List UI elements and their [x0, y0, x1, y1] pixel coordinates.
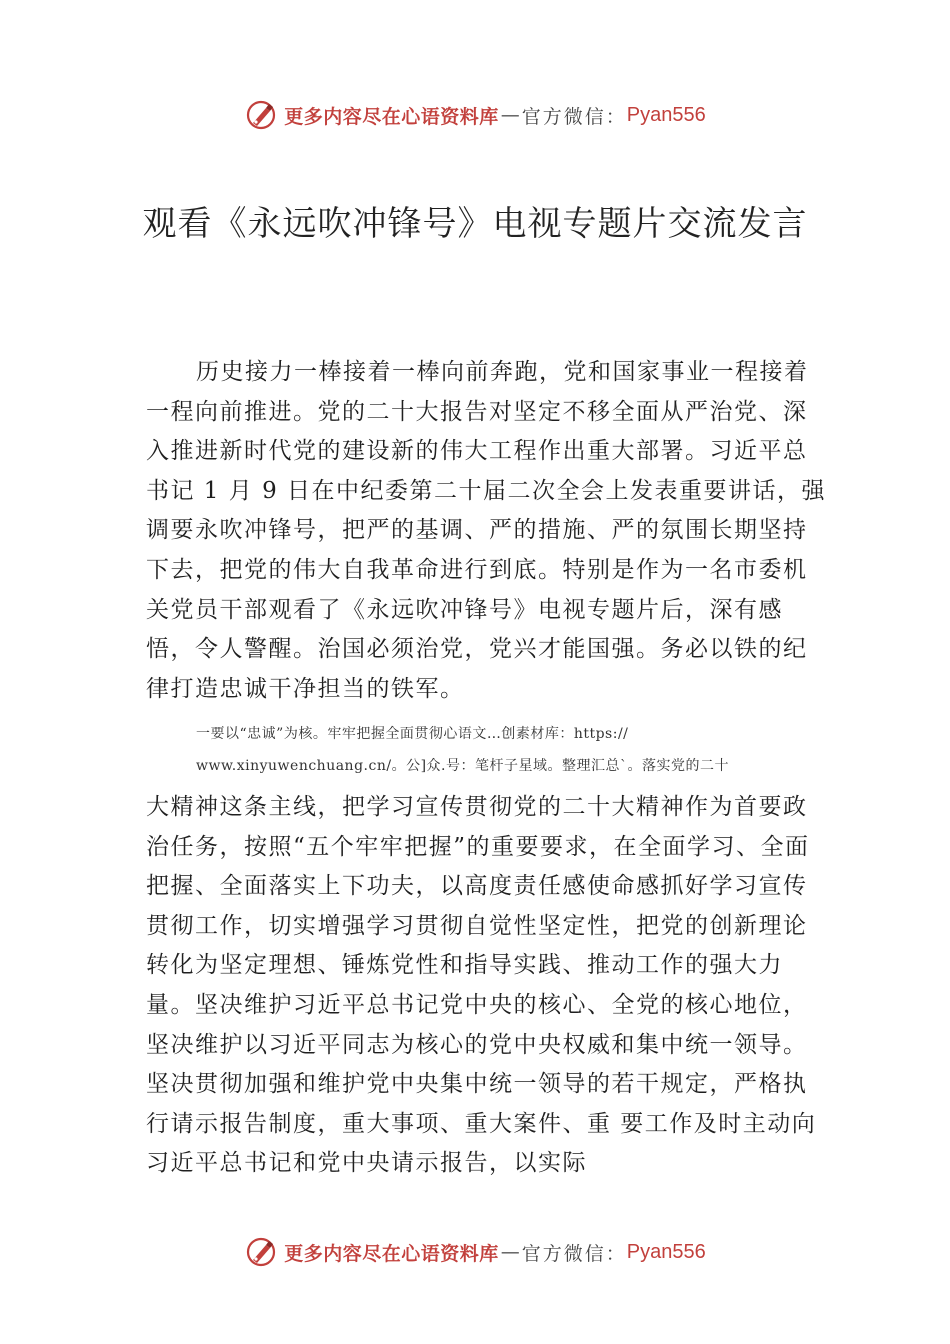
- watermark-wechat-label: 官方微信：: [521, 1242, 627, 1265]
- watermark-dash: —: [500, 104, 520, 126]
- watermark-wechat-label: 官方微信：: [521, 105, 627, 128]
- source-note-line-1: 一要以“忠诚”为核。牢牢把握全面贯彻心语文…创素材库：https://: [196, 726, 629, 742]
- pen-nib-logo-icon: [244, 98, 278, 132]
- body-paragraph-1: 历史接力一棒接着一棒向前奔跑，党和国家事业一程接着一程向前推进。党的二十大报告对坚定不移全面从严治党、深入推进新时代党的建设新的伟大工程作出重大部署。习近平总书记 1 月 9 日在中纪委第二十届二次全会上发表重要讲话，强调要永吹冲锋号，把严的基调、严的措施、严的氛围长期坚持下去，把党的伟大自我革命进行到底。特别是作为一名市委机关党员干部观看了《永远吹冲锋号》电视专题片后，深有感悟，令人警醒。治国必须治党，党兴才能国强。务必以铁的纪律打造忠诚干净担当的铁军。: [146, 359, 827, 702]
- watermark-dash: —: [500, 1241, 520, 1263]
- watermark-wechat-id: Pyan556: [626, 103, 706, 126]
- source-note-line-2: www.xinyuwenchuang.cn/。公]众.号：笔杆子星域。整理汇总`。落实党的二十: [196, 758, 729, 774]
- document-title: 观看《永远吹冲锋号》电视专题片交流发言: [142, 204, 808, 244]
- body-paragraph-2: 大精神这条主线，把学习宣传贯彻党的二十大精神作为首要政治任务，按照“五个牢牢把握”的重要要求，在全面学习、全面把握、全面落实上下功夫，以高度责任感使命感抓好学习宣传贯彻工作，切实增强学习贯彻自觉性坚定性，把党的创新理论转化为坚定理想、锤炼党性和指导实践、推动工作的强大力量。坚决维护习近平总书记党中央的核心、全党的核心地位，坚决维护以习近平同志为核心的党中央权威和集中统一领导。坚决贯彻加强和维护党中央集中统一领导的若干规定，严格执行请示报告制度，重大事项、重大案件、重 要工作及时主动向习近平总书记和党中央请示报告，以实际: [146, 794, 817, 1177]
- watermark-banner-bottom: [0, 1232, 950, 1272]
- watermark-wechat-id: Pyan556: [626, 1240, 706, 1263]
- watermark-banner-top: [0, 95, 950, 135]
- pen-nib-logo-icon: [244, 1235, 278, 1269]
- watermark-brand-text: 更多内容尽在心语资料库: [284, 105, 499, 128]
- watermark-brand-text: 更多内容尽在心语资料库: [284, 1242, 499, 1265]
